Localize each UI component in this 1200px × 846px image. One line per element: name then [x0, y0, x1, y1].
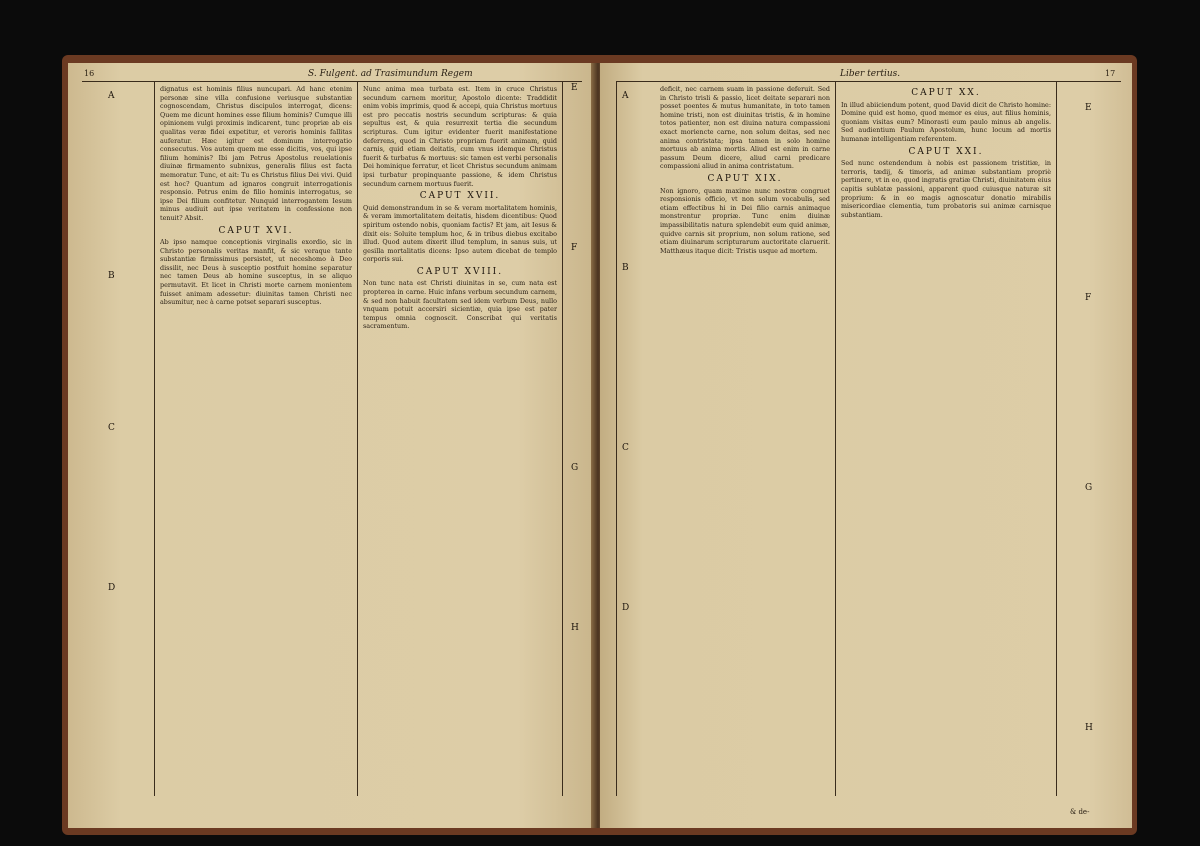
- right-page: [600, 63, 1132, 828]
- chapter-heading: CAPUT XVIII.: [416, 266, 504, 277]
- left-header-rule: [82, 81, 582, 82]
- book-spread: [62, 55, 1137, 835]
- margin-letter: C: [622, 443, 629, 453]
- left-column-1: [160, 85, 352, 795]
- left-running-head: S. Fulgent. ad Trasimundum Regem: [308, 69, 473, 79]
- right-column-2: [841, 85, 1051, 785]
- right-page-number: 17: [1105, 69, 1116, 78]
- margin-letter: B: [108, 271, 115, 281]
- margin-letter: G: [571, 463, 579, 473]
- body-text: Quid demonstrandum in se & veram mortalitatem hominis, & veram immortalitatem deitatis, hisdem dicentibus: Quod spiritum ostendo nobis, quoniam factis? Et jam, ait Iesus & dixit eis: Soluite templum hoc, & in tribus diebus excitabo illud. Quod autem dixerit illud templum, in sanus suis, ut gesilla mortalitatis dicens: Ipso autem dicebat de templo corporis sui.: [363, 203, 557, 264]
- margin-letter: G: [1085, 483, 1093, 493]
- margin-letter: E: [571, 83, 578, 93]
- body-text: In illud abiiciendum potent, quod David dicit de Christo homine: Domine quid est homo, quod memor es eius, aut filius hominis, quoniam visitas eum? Minorasti eum paulo minus ab angelis. Sed audientium Paulum Apostolum, hunc locum ad mortis humanæ intelligentiam referentem.: [841, 100, 1051, 143]
- right-outer-rule: [616, 81, 617, 796]
- body-text: Non tunc nata est Christi diuinitas in se, cum nata est propterea in carne. Huic infans verbum secundum carnem, & sed non habuit facultatem sed idem verbum Deus, nullo vnquam potuit accersiri sicientiæ, quia ipse est pater tempus omnia cognoscit. Conscribat qui veritatis sacramentum.: [363, 279, 557, 331]
- chapter-heading: CAPUT XVI.: [218, 225, 294, 236]
- left-margin-rule: [154, 81, 155, 796]
- chapter-heading: CAPUT XXI.: [908, 146, 984, 157]
- left-page: [68, 63, 598, 828]
- chapter-heading: CAPUT XVII.: [419, 191, 501, 202]
- margin-letter: B: [622, 263, 629, 273]
- catchword: & de-: [1070, 808, 1090, 816]
- right-column-rule: [835, 81, 836, 796]
- margin-letter: F: [571, 243, 578, 253]
- margin-letter: H: [1085, 723, 1093, 733]
- margin-letter: E: [1085, 103, 1092, 113]
- left-column-rule: [357, 81, 358, 796]
- margin-letter: F: [1085, 293, 1092, 303]
- body-text: dignatus est hominis filius nuncupari. Ad hanc etenim personæ sine villa confusione veriusque substantiæ cognoscendam, Christus discipulos interrogat, dicens: Quem me dicunt homines esse filium hominis? Cumque illi opinionem vulgi proximis indicarent, tunc propriæ ab eis qualitas veræ fidei expetitur, et veroris hominis fallitas auferatur. Hæc igitur est dominum interrogatio consecutus. Vos autem quem me esse dicitis, vos, qui ipse filium hominis? Ibi jam Petrus Apostolus reuelationis diuinæ firmamento subnixus, generalis filius est facta memoratur. Tunc, et ait: Tu es Christus filius Dei vivi. Quid est hoc? Quantum ad ignaros congruit interrogationis responsio. Petrus enim de filio hominis interrogatus, se ipse Dei filium confitetur. Nunquid interrogantem Iesum minus audiuit aut ipse veritatem in confessione non tenuit? Absit.: [160, 85, 352, 222]
- margin-letter: D: [622, 603, 630, 613]
- margin-letter: A: [622, 91, 629, 101]
- margin-letter: H: [571, 623, 579, 633]
- margin-letter: C: [108, 423, 115, 433]
- body-text: Sed nunc ostendendum à nobis est passionem tristitiæ, in terroris, tædij, & timoris, ad animæ substantiam propriè pertinere, vt in eo, quod ingratis gratiæ Christi, diuinitatem eius capitis sublatæ passioni, apparent quod cuiusque naturæ sit proprium: & in eo magis agnoscatur donatio mirabilis misericordiae clementia, tum probatoris sui animæ carnisque substantiam.: [841, 159, 1051, 219]
- margin-letter: A: [108, 91, 115, 101]
- right-column-1: [660, 85, 830, 795]
- left-page-number: 16: [84, 69, 95, 78]
- right-header-rule: [616, 81, 1121, 82]
- body-text: Non ignoro, quam maxime nunc nostræ congruet responsionis officio, vt non solum vocabulis, sed etiam effectibus hi in Dei filio carnis animaque monstrentur propriæ. Tunc enim diuinæ impassibilitatis natura splendebit eum quid animæ, quidve carnis sit proprium, non solum ratione, sed etiam diuinarum scripturarum auctoritate claruerit. Matthæus itaque dicit: Tristis usque ad mortem.: [660, 186, 830, 255]
- right-running-head: Liber tertius.: [840, 69, 901, 79]
- chapter-heading: CAPUT XX.: [911, 88, 981, 98]
- left-column-2: [363, 85, 557, 795]
- left-outer-rule: [562, 81, 563, 796]
- body-text: Nunc anima mea turbata est. Item in cruce Christus secundum carnem moritur, Apostolo dicente: Traddidit enim vobis imprimis, quod & accepi, quia Christus mortuus est pro peccatis nostris secundum scripturas: & quia sepultus est, & quia resurrexit tertia die secundum scripturas. Cum igitur evidenter fuerit manifestatione deferrens, quod in Christo propriam fuerit animam, quid carnis, quid etiam deitatis, cum vnus idemque Christus fuerit & turbatus & mortuus: sic tamen est verbi personalis Dei hominique ferratur, et licet Christus secundum animam ipsi turbatur propinquante passione, & idem Christus secundum carnem mortuus fuerit.: [363, 85, 557, 188]
- body-text: deficit, nec carnem suam in passione deferuit. Sed in Christo trisli & passio, licet deitate separari non posset poentes & mutus humanitate, in toto tamen homine tristi, non est diuinitas tristis, & in homine totos patienter, non est diuina natura compassioni exact moriencte carne, non solum deitas, sed nec anima contristata; ipsa tamen in solo homine mortuus ab anima mortis. Aliud est enim in carne passum Deum dicere, aliud carni predicare compassioni aliud in anima contristatum.: [660, 85, 830, 171]
- margin-letter: D: [108, 583, 116, 593]
- chapter-heading: CAPUT XIX.: [707, 173, 783, 184]
- right-margin-rule: [1056, 81, 1057, 796]
- body-text: Ab ipso namque conceptionis virginalis exordio, sic in Christo personalis veritas manfit, & sic veraque tante substantiæ firmissimus persistet, ut neceshomo à Deo dissilit, nec Deus à susceptio postfuit homine separatur nec tamen Deus ab homine susceptus, in se aliquo permutavit. Et licet in Christi morte carnem monientem fuisset animam adessetur: diuinitas tamen Christi nec absumitur, nec à carne potset separari susceptus.: [160, 238, 352, 307]
